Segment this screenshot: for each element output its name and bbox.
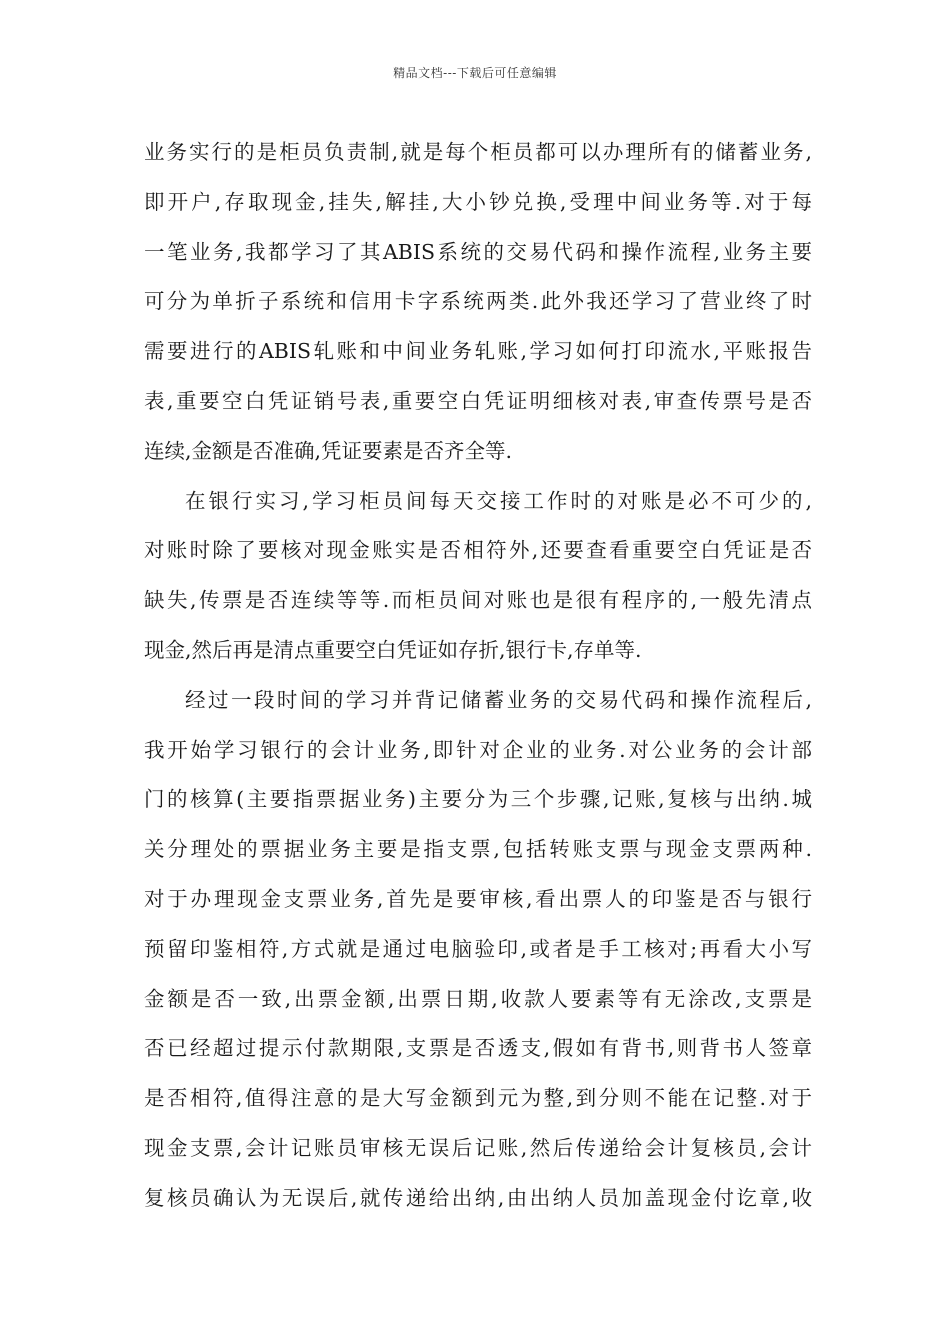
text-line: 关分理处的票据业务主要是指支票,包括转账支票与现金支票两种. xyxy=(144,837,812,862)
text-line: 经过一段时间的学习并背记储蓄业务的交易代码和操作流程后, xyxy=(185,687,812,712)
text-line: 门的核算(主要指票据业务)主要分为三个步骤,记账,复核与出纳.城 xyxy=(144,787,812,812)
text-line: 是否相符,值得注意的是大写金额到元为整,到分则不能在记整.对于 xyxy=(144,1086,812,1111)
text-line: 复核员确认为无误后,就传递给出纳,由出纳人员加盖现金付讫章,收 xyxy=(144,1185,812,1210)
text-line: 在银行实习,学习柜员间每天交接工作时的对账是必不可少的, xyxy=(185,488,812,513)
paragraph-3 xyxy=(144,676,812,1224)
document-body xyxy=(144,128,812,1224)
text-line: 连续,金额是否准确,凭证要素是否齐全等. xyxy=(144,438,513,463)
text-line: 一笔业务,我都学习了其ABIS系统的交易代码和操作流程,业务主要 xyxy=(144,239,812,264)
page-header: 精品文档---下载后可任意编辑 xyxy=(393,66,557,80)
text-line: 业务实行的是柜员负责制,就是每个柜员都可以办理所有的储蓄业务, xyxy=(144,140,812,164)
text-line: 需要进行的ABIS轧账和中间业务轧账,学习如何打印流水,平账报告 xyxy=(144,339,812,364)
text-line: 缺失,传票是否连续等等.而柜员间对账也是很有程序的,一般先清点 xyxy=(144,588,812,613)
paragraph-2 xyxy=(144,477,812,676)
text-line: 我开始学习银行的会计业务,即针对企业的业务.对公业务的会计部 xyxy=(144,737,812,762)
text-line: 否已经超过提示付款期限,支票是否透支,假如有背书,则背书人签章 xyxy=(144,1036,812,1061)
text-line: 可分为单折子系统和信用卡字系统两类.此外我还学习了营业终了时 xyxy=(144,289,812,314)
text-line: 现金,然后再是清点重要空白凭证如存折,银行卡,存单等. xyxy=(144,637,642,662)
text-line: 表,重要空白凭证销号表,重要空白凭证明细核对表,审查传票号是否 xyxy=(144,388,812,413)
text-line: 对账时除了要核对现金账实是否相符外,还要查看重要空白凭证是否 xyxy=(144,538,812,563)
text-line: 即开户,存取现金,挂失,解挂,大小钞兑换,受理中间业务等.对于每 xyxy=(144,189,812,214)
text-line: 金额是否一致,出票金额,出票日期,收款人要素等有无涂改,支票是 xyxy=(144,986,812,1011)
paragraph-1 xyxy=(144,128,812,477)
text-line: 预留印鉴相符,方式就是通过电脑验印,或者是手工核对;再看大小写 xyxy=(144,936,812,961)
text-line: 现金支票,会计记账员审核无误后记账,然后传递给会计复核员,会计 xyxy=(144,1135,812,1160)
text-line: 对于办理现金支票业务,首先是要审核,看出票人的印鉴是否与银行 xyxy=(144,886,812,911)
